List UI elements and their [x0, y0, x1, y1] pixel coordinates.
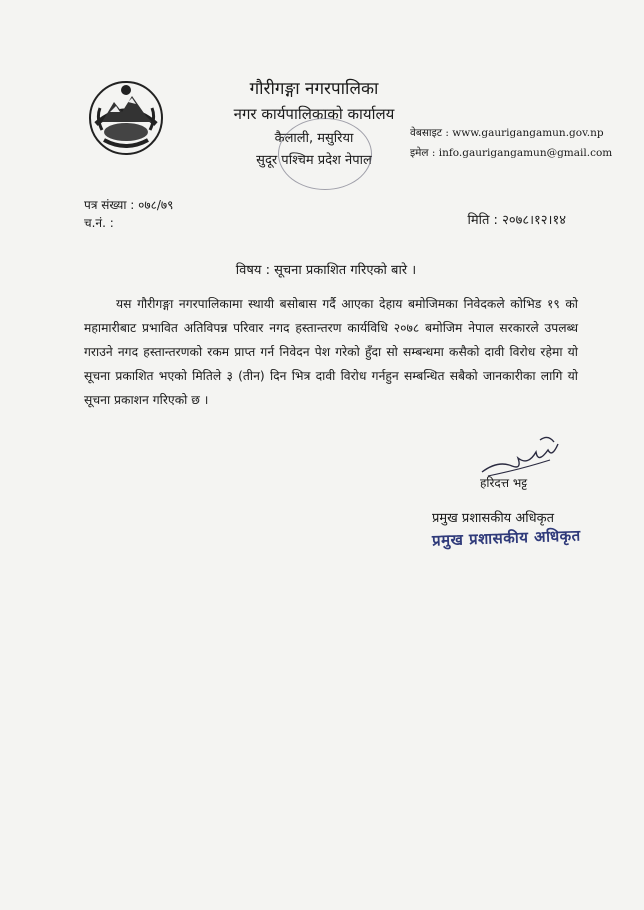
letter-subject: विषय : सूचना प्रकाशित गरिएको बारे । [235, 263, 417, 278]
handwritten-signature-icon [478, 430, 568, 480]
dispatch-number: च.नं. : [84, 216, 114, 230]
signatory-title: प्रमुख प्रशासकीय अधिकृत [432, 511, 555, 526]
office-name: नगर कार्यपालिकाको कार्यालय [233, 105, 395, 123]
letter-number: पत्र संख्या : ०७८/७९ [84, 198, 174, 212]
designation-stamp: प्रमुख प्रशासकीय अधिकृत [431, 526, 582, 550]
letter-body: यस गौरीगङ्गा नगरपालिकामा स्थायी बसोबास गर्दै आएका देहाय बमोजिमका निवेदकले कोभिड १९ को महामारीबाट प्रभावित अतिविपन्न परिवार नगद हस्तान्तरण कार्यविधि २०७८ बमोजिम नेपाल सरकारले उपलब्ध गराउने नगद हस्तान्तरणको रकम प्राप्त गर्न निवेदन पेश गरेको हुँदा सो सम्बन्धमा कसैको दावी विरोध रहेमा यो सूचना प्रकाशित भएको मितिले ३ (तीन) दिन भित्र दावी विरोध गर्नहुन सम्बन्धित सबैको जानकारीका लागि यो सूचना प्रकाशन गरिएको छ । [84, 297, 578, 407]
province-name: सुदूर पश्चिम प्रदेश नेपाल [256, 153, 372, 168]
municipality-name: गौरीगङ्गा नगरपालिका [249, 79, 379, 99]
signatory-name: हरिदत्त भट्ट [480, 476, 528, 490]
email-line: इमेल : info.gaurigangamun@gmail.com [410, 147, 613, 159]
office-stamp-icon [278, 118, 372, 190]
website-line: वेबसाइट : www.gaurigangamun.gov.np [410, 127, 604, 139]
office-location: कैलाली, मसुरिया [274, 131, 354, 146]
letter-date: मिति : २०७८।१२।१४ [467, 213, 566, 228]
